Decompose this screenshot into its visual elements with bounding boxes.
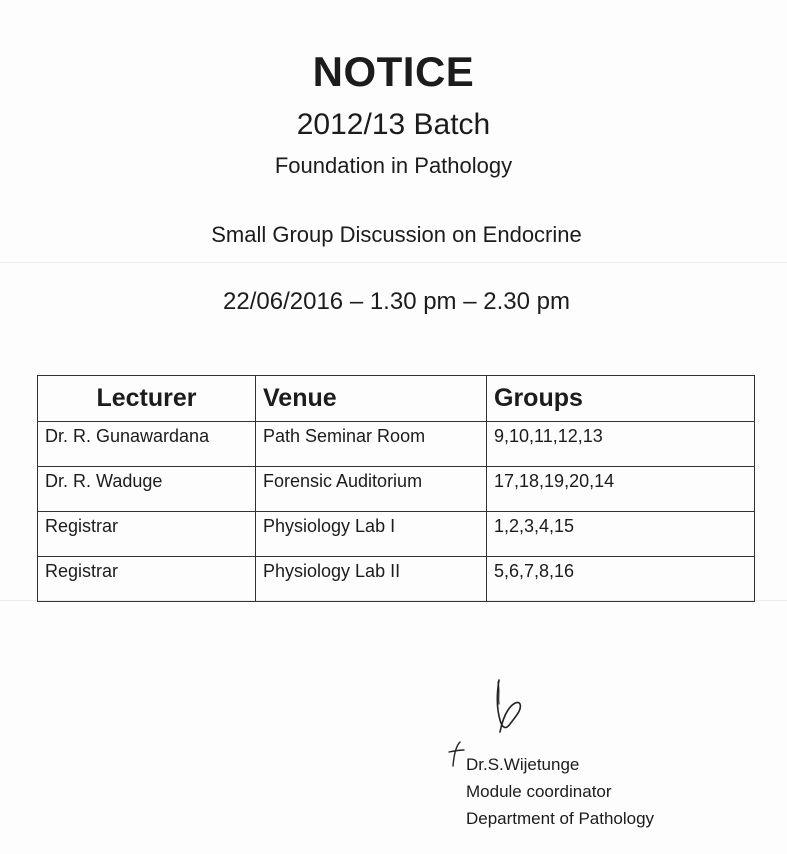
cell-lecturer: Registrar [38, 512, 256, 557]
table-header-row [38, 376, 755, 422]
date-time: 22/06/2016 – 1.30 pm – 2.30 pm [223, 288, 570, 315]
handwritten-initial [446, 740, 468, 770]
handwritten-signature [488, 676, 528, 736]
discussion-topic: Small Group Discussion on Endocrine [211, 222, 582, 247]
table-row [38, 422, 755, 467]
header-groups: Groups [487, 376, 755, 422]
cell-venue: Physiology Lab II [256, 557, 487, 602]
table-row [38, 512, 755, 557]
header-lecturer: Lecturer [38, 376, 256, 422]
table-row [38, 557, 755, 602]
batch-heading: 2012/13 Batch [296, 108, 491, 141]
cell-groups: 1,2,3,4,15 [487, 512, 755, 557]
cell-lecturer: Dr. R. Waduge [38, 467, 256, 512]
signature-block [466, 751, 654, 832]
cell-venue: Path Seminar Room [256, 422, 487, 467]
header-venue: Venue [256, 376, 487, 422]
signatory-role: Module coordinator [466, 782, 612, 801]
signatory-name: Dr.S.Wijetunge [466, 755, 580, 774]
cell-groups: 17,18,19,20,14 [487, 467, 755, 512]
cell-lecturer: Registrar [38, 557, 256, 602]
notice-title: NOTICE [312, 48, 475, 95]
signatory-department: Department of Pathology [466, 809, 655, 828]
scan-line [0, 262, 787, 263]
cell-groups: 5,6,7,8,16 [487, 557, 755, 602]
cell-venue: Forensic Auditorium [256, 467, 487, 512]
cell-groups: 9,10,11,12,13 [487, 422, 755, 467]
schedule-table [37, 375, 755, 602]
table-row [38, 467, 755, 512]
cell-venue: Physiology Lab I [256, 512, 487, 557]
cell-lecturer: Dr. R. Gunawardana [38, 422, 256, 467]
course-heading: Foundation in Pathology [274, 153, 513, 178]
